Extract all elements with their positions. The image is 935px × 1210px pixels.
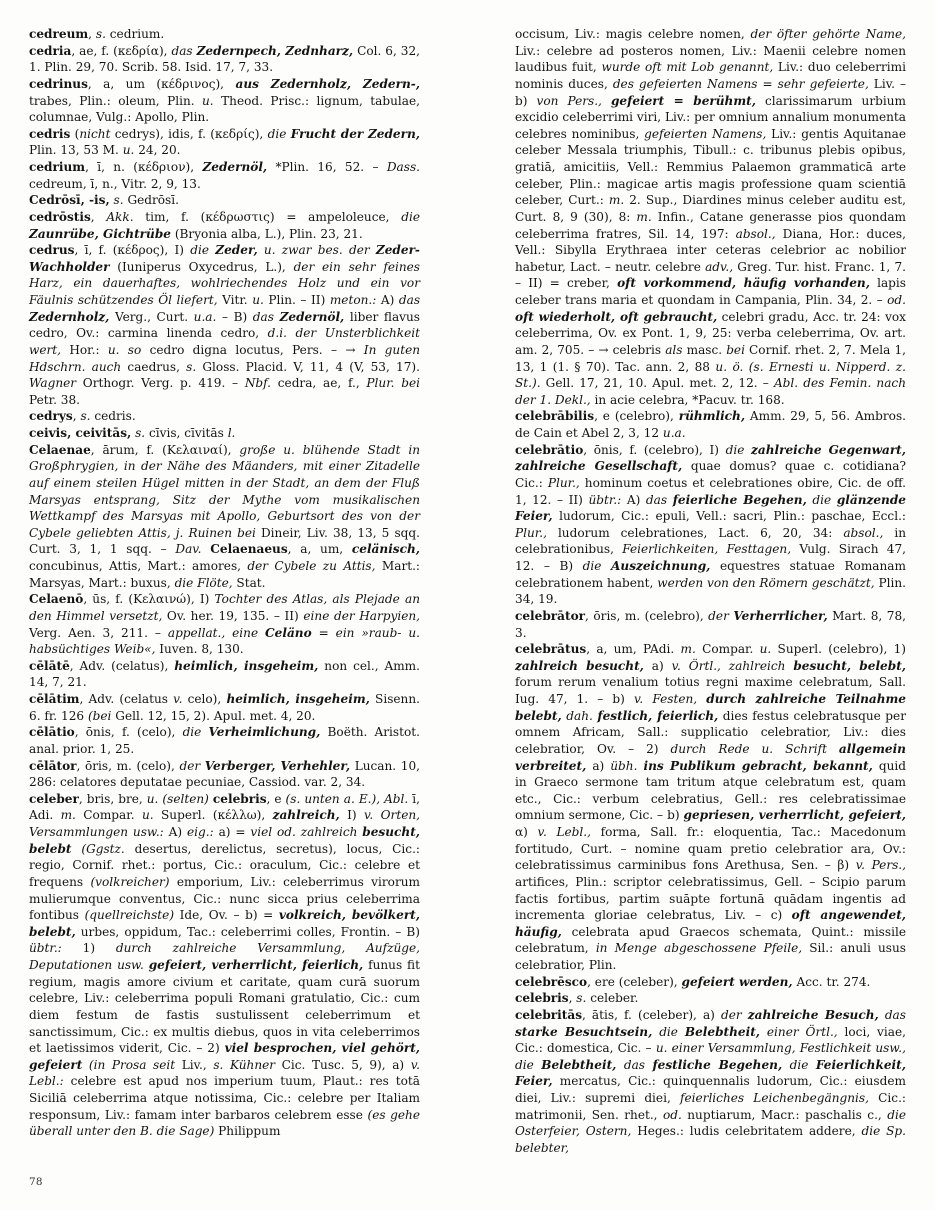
dictionary-entry: celebrēsco, ere (celeber), gefeiert werden, Acc. tr. 274. bbox=[515, 974, 871, 989]
dictionary-entry: celebrātus, a, um, PAdi. m. Compar. u. Superl. (celebro), 1) zahlreich besucht, a) v. Örtl., zahlreich besucht, belebt, forum rerum venalium totius regni maxime celebratum, Sall. Iug. 47, 1. – b) v. Festen, durch zahlreiche Teilnahme belebt, dah. festlich, feierlich, dies festus celebratusque per omnem Africam, Sall.: supplicatio celebratior, Liv.: dies celebratior, Ov. – 2) durch Rede u. Schrift allgemein verbreitet, a) übh. ins Publikum gebracht, bekannt, quid in Graeco sermone tam tritum atque celebratum est, quam etc., Cic.: verbum celebratius, Gell.: res celebratissimae omnium sermone, Cic. – b) gepriesen, verherrlicht, gefeiert, α) v. Lebl., forma, Sall. fr.: eloquentia, Tac.: Macedonum fortitudo, Curt. – nomine quam pretio celebratior ara, Ov.: celebratissimus carminibus fons Arethusa, Sen. – β) v. Pers., artifices, Plin.: scriptor celebratissimus, Gell. – Scipio parum factis fortibus, partim suāpte fortunā quādam ingentis ad incrementa gloriae celebratus, Liv. – c) oft angewendet, häufig, celebrata apud Graecos schemata, Quint.: missile celebratum, in Menge abgeschossene Pfeile, Sil.: anuli usus celebratior, Plin. bbox=[515, 642, 907, 972]
dictionary-entry: cēlātio, ōnis, f. (celo), die Verheimlichung, Boëth. Aristot. anal. prior. 1, 25. bbox=[29, 725, 420, 756]
dictionary-entry: cedrōstis, Akk. tim, f. (κέδρωστις) = ampeloleuce, die Zaunrübe, Gichtrübe (Bryonia alba, L.), Plin. 23, 21. bbox=[29, 209, 420, 241]
dictionary-entry: cedrus, ī, f. (κέδρος), I) die Zeder, u. zwar bes. der Zeder-Wachholder (Iuniperus Oxycedrus, L.), der ein sehr feines Harz, ein dauerhaftes, wohlriechendes Holz und ein vor Fäulnis schützendes Öl liefert, Vitr. u. Plin. – II) meton.: A) das Zedernholz, Verg., Curt. u.a. – B) das Zedernöl, liber flavus cedro, Ov.: carmina linenda cedro, d.i. der Unsterblichkeit wert, Hor.: u. so cedro digna locutus, Pers. – → In guten Hdschrn. auch caedrus, s. Gloss. Placid. V, 11, 4 (V, 53, 17). Wagner Orthogr. Verg. p. 419. – Nbf. cedra, ae, f., Plur. bei Petr. 38. bbox=[29, 243, 421, 407]
dictionary-entry: cedria, ae, f. (κεδρία), das Zedernpech, Zednharz, Col. 6, 32, 1. Plin. 29, 70. Scrib. 58. Isid. 17, 7, 33. bbox=[29, 43, 420, 75]
dictionary-entry-continuation: occisum, Liv.: magis celebre nomen, der öfter gehörte Name, Liv.: celebre ad posteros nomen, Liv.: Maenii celebre nomen laudibus fuit, wurde oft mit Lob genannt, Liv.: duo celeberrimi nominis duces, des gefeierten Namens = sehr gefeierte, Liv. – b) von Pers., gefeiert = berühmt, clarissimarum urbium excidio celeberrimi viri, Liv.: per omnium annalium monumenta celebres nominibus, gefeierten Namens, Liv.: gentis Aquitanae celeber Messala triumphis, Tibull.: c. tribunus plebis opibus, gratiā, amicitiis, Vell.: Remmius Palaemon grammaticā arte celeber, Plin.: magicae artis magis professione quam scientiā celeber, Curt.: m. 2. Sup., Diardines minus celeber auditu est, Curt. 8, 9 (30), 8: m. Infin., Catane generasse pios quondam celeberrima fratres, Sil. 14, 197: absol., Diana, Hor.: duces, Vell.: Sibylla Erythraea inter ceteras celebrior ac nobilior habetur, Lact. – neutr. celebre adv., Greg. Tur. hist. Franc. 1, 7. – II) = creber, oft vorkommend, häufig vorhanden, lapis celeber trans maria et quondam in Campania, Plin. 34, 2. – od. oft wiederholt, oft gebraucht, celebri gradu, Acc. tr. 24: vox celeberrima, Ov. ex Pont. 1, 9, 25: verba celeberrima, Ov. art. am. 2, 705. – → celebris als masc. bei Cornif. rhet. 2, 7. Mela 1, 13, 1 (1. § 70). Tac. ann. 2, 88 u. ö. (s. Ernesti u. Nipperd. z. St.). Gell. 17, 21, 10. Apul. met. 2, 12. – Abl. des Femin. nach der 1. Dekl., in acie celebra, *Pacuv. tr. 168. bbox=[515, 27, 907, 407]
page-number: 78 bbox=[29, 1176, 43, 1188]
left-text-column bbox=[29, 26, 420, 1140]
dictionary-entry: cedreum, s. cedrium. bbox=[29, 27, 165, 41]
dictionary-entry: celebris, s. celeber. bbox=[515, 991, 639, 1006]
dictionary-entry: celebrābilis, e (celebro), rühmlich, Amm. 29, 5, 56. Ambros. de Cain et Abel 2, 3, 12 u.a. bbox=[515, 409, 906, 440]
dictionary-entry: Celaenae, ārum, f. (Κελαιναί), große u. blühende Stadt in Großphrygien, in der Nähe des Mäanders, mit einer Zitadelle auf einem steilen Hügel mitten in der Stadt, an dem der Fluß Marsyas entsprang, Sitz der Mythe vom musikalischen Wettkampf des Marsyas mit Apollo, Geburtsort des von der Cybele geliebten Attis, j. Ruinen bei Dineir, Liv. 38, 13, 5 sqq. Curt. 3, 1, 1 sqq. – Dav. Celaenaeus, a, um, celänisch, concubinus, Attis, Mart.: amores, der Cybele zu Attis, Mart.: Marsyas, Mart.: buxus, die Flöte, Stat. bbox=[29, 442, 421, 590]
dictionary-entry: cedrinus, a, um (κέδρινος), aus Zedernholz, Zedern-, trabes, Plin.: oleum, Plin. u. Theod. Prisc.: lignum, tabulae, columnae, Vulg.: Apollo, Plin. bbox=[29, 76, 420, 125]
dictionary-entry: celebrātor, ōris, m. (celebro), der Verherrlicher, Mart. 8, 78, 3. bbox=[515, 608, 906, 640]
dictionary-entry: cēlātor, ōris, m. (celo), der Verberger, Verhehler, Lucan. 10, 286: celatores deputatae pecuniae, Cassiod. var. 2, 34. bbox=[29, 758, 420, 790]
dictionary-entry: cēlātim, Adv. (celatus v. celo), heimlich, insgeheim, Sisenn. 6. fr. 126 (bei Gell. 12, 15, 2). Apul. met. 4, 20. bbox=[29, 692, 420, 723]
dictionary-entry: celebritās, ātis, f. (celeber), a) der zahlreiche Besuch, das starke Besuchtsein, die Belebtheit, einer Örtl., loci, viae, Cic.: domestica, Cic. – u. einer Versammlung, Festlichkeit usw., die Belebtheit, das festliche Begehen, die Feierlichkeit, Feier, mercatus, Cic.: quinquennalis ludorum, Cic.: eiusdem diei, Liv.: supremi diei, feierliches Leichenbegängnis, Cic.: matrimonii, Sen. rhet., od. nuptiarum, Macr.: paschalis c., die Osterfeier, Ostern, Heges.: ludis celebritatem addere, die Sp. belebter, bbox=[515, 1007, 906, 1155]
dictionary-entry: ceivis, ceivitās, s. cīvis, cīvitās l. bbox=[29, 426, 236, 440]
dictionary-entry: cedris (nicht cedrys), idis, f. (κεδρίς), die Frucht der Zedern, Plin. 13, 53 M. u. 24, 20. bbox=[29, 126, 421, 158]
dictionary-entry: celebrātio, ōnis, f. (celebro), I) die zahlreiche Gegenwart, zahlreiche Gesellschaft, quae domus? quae c. cotidiana? Cic.: Plur., hominum coetus et celebrationes obire, Cic. de off. 1, 12. – II) übtr.: A) das feierliche Begehen, die glänzende Feier, ludorum, Cic.: epuli, Vell.: sacri, Plin.: paschae, Eccl.: Plur., ludorum celebrationes, Lact. 6, 20, 34: absol., in celebrationibus, Feierlichkeiten, Festtagen, Vulg. Sirach 47, 12. – B) die Auszeichnung, equestres statuae Romanam celebrationem habent, werden von den Römern geschätzt, Plin. 34, 19. bbox=[515, 442, 906, 607]
dictionary-entry: cēlātē, Adv. (celatus), heimlich, insgeheim, non cel., Amm. 14, 7, 21. bbox=[29, 658, 420, 690]
dictionary-entry: cedrys, s. cedris. bbox=[29, 409, 136, 424]
dictionary-entry: Celaenō, ūs, f. (Κελαινώ), I) Tochter des Atlas, als Plejade an den Himmel versetzt, Ov. her. 19, 135. – II) eine der Harpyien, Verg. Aen. 3, 211. – appellat., eine Celäno = ein »raub- u. habsüchtiges Weib«, Iuven. 8, 130. bbox=[29, 592, 421, 657]
dictionary-entry: celeber, bris, bre, u. (selten) celebris, e (s. unten a. E.), Abl. ī, Adi. m. Compar. u. Superl. (κέλλω), zahlreich, I) v. Orten, Versammlungen usw.: A) eig.: a) = viel od. zahlreich besucht, belebt (Ggstz. desertus, derelictus, secretus), locus, Cic.: regio, Cornif. rhet.: portus, Cic.: oraculum, Cic.: celebre et frequens (volkreicher) emporium, Liv.: celeberrimus virorum mulierumque conventus, Cic.: nunc sicca prius celeberrima fontibus (quellreichste) Ide, Ov. – b) = volkreich, bevölkert, belebt, urbes, oppidum, Tac.: celeberrimi colles, Frontin. – B) übtr.: 1) durch zahlreiche Versammlung, Aufzüge, Deputationen usw. gefeiert, verherrlicht, feierlich, funus fit regium, magis amore civium et caritate, quam curā suorum celebre, Liv.: celeberrima populi Romani gratulatio, Cic.: cum diem festum de fastis sustulissent celeberrimum et sanctissimum, Cic.: ex multis diebus, quos in vita celeberrimos et laetissimos viderit, Cic. – 2) viel besprochen, viel gehört, gefeiert (in Prosa seit Liv., s. Kühner Cic. Tusc. 5, 9), a) v. Lebl.: celebre est apud nos imperium tuum, Plaut.: res totā Siciliā celeberrima atque notissima, Cic.: celebre per Italiam responsum, Liv.: famam inter barbaros celebrem esse (es gehe überall unter den B. die Sage) Philippum bbox=[29, 791, 420, 1139]
dictionary-entry: cedrium, ī, n. (κέδριον), Zedernöl, *Plin. 16, 52. – Dass. cedreum, ī, n., Vitr. 2, 9, 13. bbox=[29, 160, 421, 191]
dictionary-entry: Cedrōsī, -is, s. Gedrōsī. bbox=[29, 193, 179, 208]
right-text-column bbox=[515, 26, 906, 1157]
